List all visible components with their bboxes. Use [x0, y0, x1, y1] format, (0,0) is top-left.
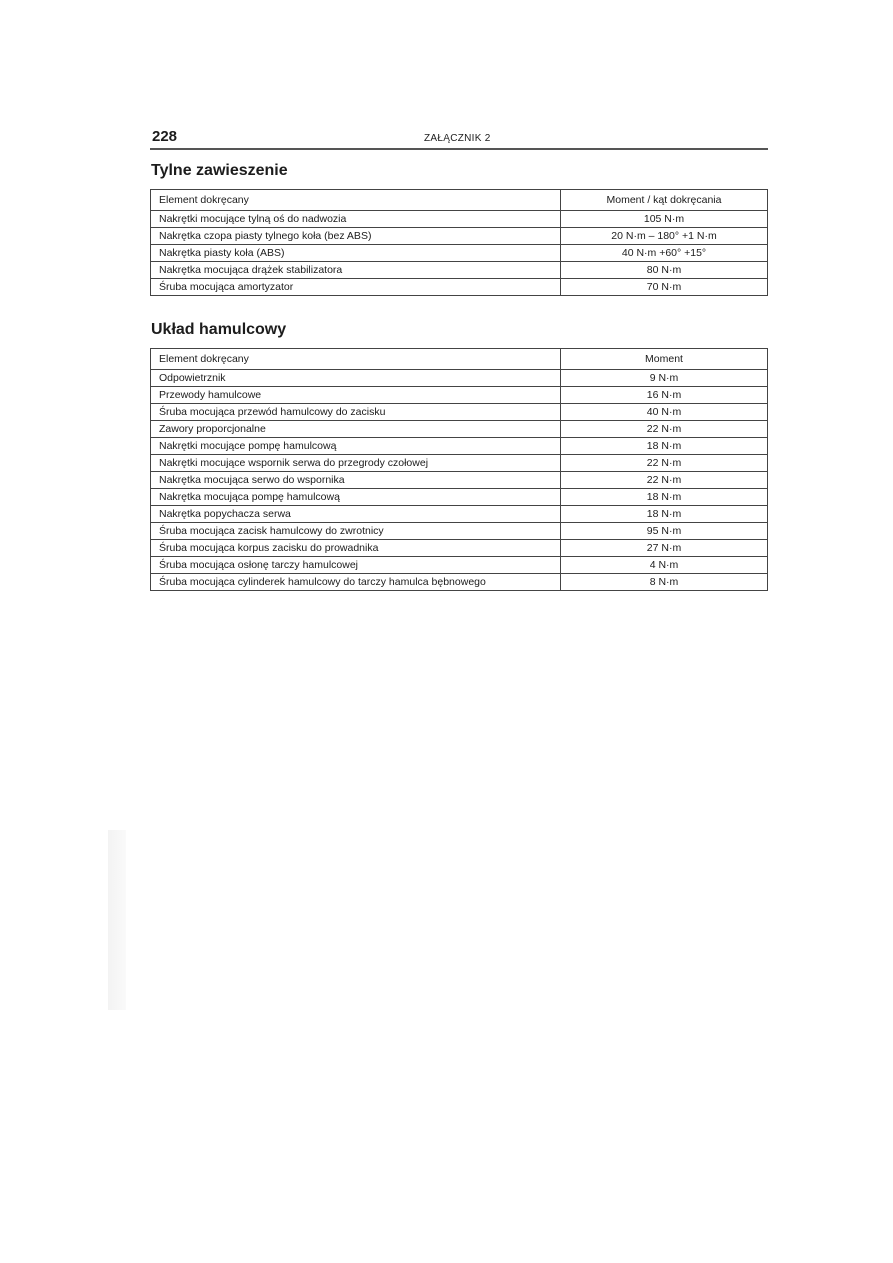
table-row — [151, 438, 768, 455]
row-value: 40 N·m +60° +15° — [561, 245, 768, 262]
row-element: Nakrętka mocująca pompę hamulcową — [151, 489, 561, 506]
row-element: Śruba mocująca osłonę tarczy hamulcowej — [151, 557, 561, 574]
row-element: Śruba mocująca zacisk hamulcowy do zwrotnicy — [151, 523, 561, 540]
scan-edge-shadow — [108, 830, 126, 1010]
row-element: Śruba mocująca przewód hamulcowy do zacisku — [151, 404, 561, 421]
row-element: Śruba mocująca korpus zacisku do prowadnika — [151, 540, 561, 557]
page-number: 228 — [152, 128, 178, 145]
row-element: Nakrętka popychacza serwa — [151, 506, 561, 523]
table-row — [151, 455, 768, 472]
row-element: Śruba mocująca cylinderek hamulcowy do tarczy hamulca bębnowego — [151, 574, 561, 591]
table-header-row — [151, 190, 768, 211]
table-row — [151, 370, 768, 387]
table-row — [151, 523, 768, 540]
table-row — [151, 245, 768, 262]
table-header-row — [151, 349, 768, 370]
row-value: 105 N·m — [561, 211, 768, 228]
row-value: 20 N·m – 180° +1 N·m — [561, 228, 768, 245]
row-element: Nakrętka mocująca serwo do wspornika — [151, 472, 561, 489]
section-title-rear-suspension: Tylne zawieszenie — [151, 162, 288, 179]
table-row — [151, 279, 768, 296]
row-value: 16 N·m — [561, 387, 768, 404]
table-row — [151, 262, 768, 279]
table-row — [151, 540, 768, 557]
row-element: Nakrętka piasty koła (ABS) — [151, 245, 561, 262]
row-value: 22 N·m — [561, 455, 768, 472]
row-element: Zawory proporcjonalne — [151, 421, 561, 438]
row-element: Śruba mocująca amortyzator — [151, 279, 561, 296]
row-value: 80 N·m — [561, 262, 768, 279]
column-header-value: Moment — [561, 349, 768, 370]
section-title-brake-system: Układ hamulcowy — [151, 321, 287, 338]
row-value: 27 N·m — [561, 540, 768, 557]
table-row — [151, 228, 768, 245]
brake-system-table — [150, 348, 768, 591]
chapter-title: ZAŁĄCZNIK 2 — [424, 133, 491, 144]
row-value: 22 N·m — [561, 421, 768, 438]
table-row — [151, 506, 768, 523]
table-row — [151, 472, 768, 489]
row-value: 22 N·m — [561, 472, 768, 489]
column-header-element: Element dokręcany — [151, 190, 561, 211]
rear-suspension-table — [150, 189, 768, 296]
row-element: Odpowietrznik — [151, 370, 561, 387]
table-row — [151, 421, 768, 438]
table-row — [151, 489, 768, 506]
row-element: Nakrętka mocująca drążek stabilizatora — [151, 262, 561, 279]
row-value: 18 N·m — [561, 506, 768, 523]
table-row — [151, 211, 768, 228]
row-element: Nakrętki mocujące pompę hamulcową — [151, 438, 561, 455]
row-element: Nakrętki mocujące tylną oś do nadwozia — [151, 211, 561, 228]
table-row — [151, 557, 768, 574]
row-value: 9 N·m — [561, 370, 768, 387]
row-value: 8 N·m — [561, 574, 768, 591]
row-element: Nakrętka czopa piasty tylnego koła (bez ABS) — [151, 228, 561, 245]
row-value: 18 N·m — [561, 489, 768, 506]
row-value: 18 N·m — [561, 438, 768, 455]
table-row — [151, 387, 768, 404]
column-header-element: Element dokręcany — [151, 349, 561, 370]
page-header — [150, 128, 768, 150]
row-value: 70 N·m — [561, 279, 768, 296]
row-element: Nakrętki mocujące wspornik serwa do przegrody czołowej — [151, 455, 561, 472]
row-value: 4 N·m — [561, 557, 768, 574]
table-row — [151, 574, 768, 591]
column-header-value: Moment / kąt dokręcania — [561, 190, 768, 211]
row-element: Przewody hamulcowe — [151, 387, 561, 404]
table-row — [151, 404, 768, 421]
row-value: 95 N·m — [561, 523, 768, 540]
row-value: 40 N·m — [561, 404, 768, 421]
